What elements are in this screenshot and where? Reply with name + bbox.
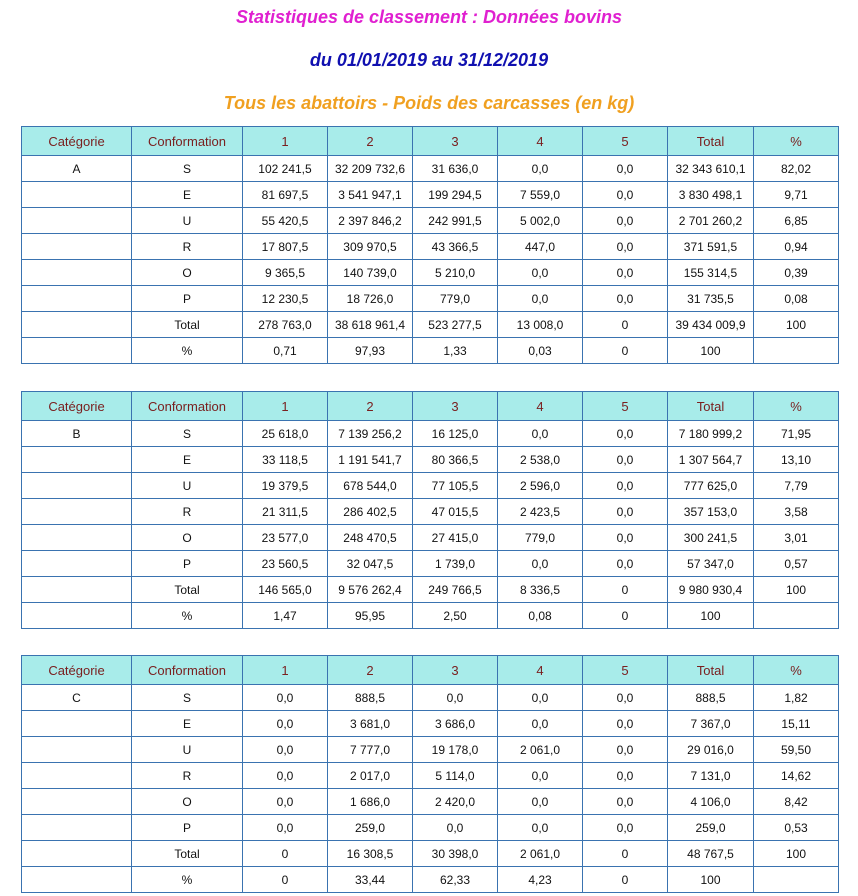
class-2-cell: 1 686,0 (328, 789, 413, 815)
percent-cell: 1,82 (754, 685, 839, 711)
percent-cell: 100 (754, 577, 839, 603)
class-5-cell: 0,0 (583, 234, 668, 260)
table-row (22, 841, 839, 867)
class-1-cell: 0,0 (243, 737, 328, 763)
conformation-cell: O (132, 260, 243, 286)
class-4-cell: 7 559,0 (498, 182, 583, 208)
class-1-cell: 23 577,0 (243, 525, 328, 551)
percent-cell: 9,71 (754, 182, 839, 208)
percent-cell (754, 603, 839, 629)
conformation-cell: % (132, 603, 243, 629)
category-cell (22, 737, 132, 763)
percent-cell: 6,85 (754, 208, 839, 234)
table-row (22, 260, 839, 286)
class-1-cell: 0,0 (243, 685, 328, 711)
class-3-cell: 5 210,0 (413, 260, 498, 286)
class-3-cell: 1 739,0 (413, 551, 498, 577)
category-c-table (21, 655, 839, 893)
total-cell: 57 347,0 (668, 551, 754, 577)
table-row (22, 312, 839, 338)
class-3-cell: 242 991,5 (413, 208, 498, 234)
percent-cell: 100 (754, 312, 839, 338)
class-3-cell: 16 125,0 (413, 421, 498, 447)
total-cell: 357 153,0 (668, 499, 754, 525)
class-3-cell: 77 105,5 (413, 473, 498, 499)
table-row (22, 525, 839, 551)
class-5-cell: 0,0 (583, 763, 668, 789)
conformation-cell: E (132, 711, 243, 737)
class-2-cell: 248 470,5 (328, 525, 413, 551)
category-cell (22, 551, 132, 577)
category-cell (22, 473, 132, 499)
column-header-class-5: 5 (583, 392, 668, 421)
total-cell: 9 980 930,4 (668, 577, 754, 603)
class-4-cell: 0,0 (498, 156, 583, 182)
class-5-cell: 0,0 (583, 737, 668, 763)
class-5-cell: 0 (583, 338, 668, 364)
class-4-cell: 0,0 (498, 763, 583, 789)
class-3-cell: 2,50 (413, 603, 498, 629)
conformation-cell: O (132, 525, 243, 551)
category-cell (22, 815, 132, 841)
category-cell (22, 577, 132, 603)
class-2-cell: 18 726,0 (328, 286, 413, 312)
class-1-cell: 0,0 (243, 789, 328, 815)
class-2-cell: 7 777,0 (328, 737, 413, 763)
table-row (22, 338, 839, 364)
total-cell: 7 367,0 (668, 711, 754, 737)
class-5-cell: 0,0 (583, 551, 668, 577)
conformation-cell: Total (132, 841, 243, 867)
conformation-cell: P (132, 286, 243, 312)
column-header-total: Total (668, 127, 754, 156)
category-cell: A (22, 156, 132, 182)
column-header-class-2: 2 (328, 127, 413, 156)
class-2-cell: 95,95 (328, 603, 413, 629)
class-1-cell: 17 807,5 (243, 234, 328, 260)
class-5-cell: 0,0 (583, 447, 668, 473)
class-4-cell: 0,0 (498, 286, 583, 312)
class-3-cell: 2 420,0 (413, 789, 498, 815)
category-cell (22, 182, 132, 208)
percent-cell: 0,53 (754, 815, 839, 841)
percent-cell: 71,95 (754, 421, 839, 447)
class-3-cell: 43 366,5 (413, 234, 498, 260)
class-2-cell: 140 739,0 (328, 260, 413, 286)
total-cell: 100 (668, 338, 754, 364)
class-5-cell: 0,0 (583, 182, 668, 208)
class-5-cell: 0,0 (583, 473, 668, 499)
class-3-cell: 0,0 (413, 815, 498, 841)
total-cell: 777 625,0 (668, 473, 754, 499)
class-5-cell: 0,0 (583, 711, 668, 737)
class-5-cell: 0 (583, 841, 668, 867)
conformation-cell: % (132, 867, 243, 893)
class-2-cell: 97,93 (328, 338, 413, 364)
column-header-percent: % (754, 392, 839, 421)
column-header-class-3: 3 (413, 392, 498, 421)
table-row (22, 711, 839, 737)
column-header-percent: % (754, 656, 839, 685)
class-4-cell: 0,08 (498, 603, 583, 629)
table-row (22, 603, 839, 629)
conformation-cell: O (132, 789, 243, 815)
column-header-class-1: 1 (243, 656, 328, 685)
column-header-class-4: 4 (498, 392, 583, 421)
category-a-table (21, 126, 839, 364)
category-cell (22, 447, 132, 473)
class-1-cell: 146 565,0 (243, 577, 328, 603)
percent-cell: 82,02 (754, 156, 839, 182)
total-cell: 4 106,0 (668, 789, 754, 815)
class-5-cell: 0 (583, 867, 668, 893)
table-row (22, 577, 839, 603)
class-3-cell: 47 015,5 (413, 499, 498, 525)
total-cell: 100 (668, 867, 754, 893)
table-row (22, 421, 839, 447)
percent-cell: 59,50 (754, 737, 839, 763)
column-header-class-3: 3 (413, 127, 498, 156)
conformation-cell: % (132, 338, 243, 364)
class-3-cell: 5 114,0 (413, 763, 498, 789)
class-1-cell: 23 560,5 (243, 551, 328, 577)
column-header-class-1: 1 (243, 127, 328, 156)
class-4-cell: 0,0 (498, 711, 583, 737)
column-header-class-1: 1 (243, 392, 328, 421)
total-cell: 2 701 260,2 (668, 208, 754, 234)
class-3-cell: 30 398,0 (413, 841, 498, 867)
class-2-cell: 3 541 947,1 (328, 182, 413, 208)
conformation-cell: P (132, 551, 243, 577)
class-3-cell: 19 178,0 (413, 737, 498, 763)
class-4-cell: 0,0 (498, 421, 583, 447)
total-cell: 7 180 999,2 (668, 421, 754, 447)
column-header-percent: % (754, 127, 839, 156)
class-4-cell: 5 002,0 (498, 208, 583, 234)
table-row (22, 182, 839, 208)
class-5-cell: 0 (583, 312, 668, 338)
class-5-cell: 0,0 (583, 260, 668, 286)
percent-cell: 7,79 (754, 473, 839, 499)
conformation-cell: Total (132, 312, 243, 338)
class-1-cell: 278 763,0 (243, 312, 328, 338)
percent-cell: 3,58 (754, 499, 839, 525)
table-row (22, 156, 839, 182)
conformation-cell: S (132, 421, 243, 447)
table-row (22, 815, 839, 841)
table-row (22, 685, 839, 711)
class-4-cell: 0,0 (498, 260, 583, 286)
percent-cell: 0,94 (754, 234, 839, 260)
category-cell (22, 234, 132, 260)
column-header-category: Catégorie (22, 392, 132, 421)
column-header-class-3: 3 (413, 656, 498, 685)
class-1-cell: 0 (243, 841, 328, 867)
total-cell: 7 131,0 (668, 763, 754, 789)
table-row (22, 867, 839, 893)
column-header-category: Catégorie (22, 656, 132, 685)
class-1-cell: 0,0 (243, 711, 328, 737)
class-3-cell: 0,0 (413, 685, 498, 711)
total-cell: 39 434 009,9 (668, 312, 754, 338)
class-4-cell: 779,0 (498, 525, 583, 551)
class-3-cell: 31 636,0 (413, 156, 498, 182)
class-3-cell: 80 366,5 (413, 447, 498, 473)
percent-cell: 14,62 (754, 763, 839, 789)
column-header-conformation: Conformation (132, 392, 243, 421)
conformation-cell: E (132, 182, 243, 208)
class-1-cell: 0,0 (243, 763, 328, 789)
class-4-cell: 0,03 (498, 338, 583, 364)
class-5-cell: 0,0 (583, 286, 668, 312)
class-1-cell: 25 618,0 (243, 421, 328, 447)
category-cell (22, 338, 132, 364)
class-4-cell: 0,0 (498, 815, 583, 841)
table-row (22, 789, 839, 815)
category-cell (22, 312, 132, 338)
class-1-cell: 81 697,5 (243, 182, 328, 208)
category-cell (22, 841, 132, 867)
conformation-cell: U (132, 737, 243, 763)
class-5-cell: 0,0 (583, 815, 668, 841)
report-title: Statistiques de classement : Données bovins (235, 7, 623, 27)
category-b-table (21, 391, 839, 629)
column-header-conformation: Conformation (132, 656, 243, 685)
percent-cell: 3,01 (754, 525, 839, 551)
conformation-cell: E (132, 447, 243, 473)
column-header-class-4: 4 (498, 656, 583, 685)
class-2-cell: 678 544,0 (328, 473, 413, 499)
class-2-cell: 286 402,5 (328, 499, 413, 525)
percent-cell: 8,42 (754, 789, 839, 815)
class-2-cell: 7 139 256,2 (328, 421, 413, 447)
class-1-cell: 9 365,5 (243, 260, 328, 286)
class-2-cell: 38 618 961,4 (328, 312, 413, 338)
class-5-cell: 0 (583, 577, 668, 603)
total-cell: 31 735,5 (668, 286, 754, 312)
class-3-cell: 27 415,0 (413, 525, 498, 551)
category-cell (22, 260, 132, 286)
conformation-cell: R (132, 499, 243, 525)
category-cell (22, 525, 132, 551)
total-cell: 100 (668, 603, 754, 629)
table-row (22, 447, 839, 473)
class-2-cell: 2 017,0 (328, 763, 413, 789)
class-1-cell: 55 420,5 (243, 208, 328, 234)
table-row (22, 763, 839, 789)
column-header-total: Total (668, 656, 754, 685)
conformation-cell: Total (132, 577, 243, 603)
column-header-class-5: 5 (583, 127, 668, 156)
class-3-cell: 249 766,5 (413, 577, 498, 603)
class-5-cell: 0,0 (583, 685, 668, 711)
category-cell: C (22, 685, 132, 711)
total-cell: 300 241,5 (668, 525, 754, 551)
category-cell: B (22, 421, 132, 447)
class-4-cell: 2 061,0 (498, 737, 583, 763)
category-cell (22, 499, 132, 525)
class-5-cell: 0,0 (583, 789, 668, 815)
category-cell (22, 208, 132, 234)
total-cell: 29 016,0 (668, 737, 754, 763)
class-4-cell: 2 538,0 (498, 447, 583, 473)
class-1-cell: 19 379,5 (243, 473, 328, 499)
conformation-cell: R (132, 234, 243, 260)
column-header-class-5: 5 (583, 656, 668, 685)
class-5-cell: 0,0 (583, 525, 668, 551)
class-1-cell: 0,71 (243, 338, 328, 364)
class-4-cell: 0,0 (498, 685, 583, 711)
total-cell: 1 307 564,7 (668, 447, 754, 473)
class-3-cell: 199 294,5 (413, 182, 498, 208)
class-3-cell: 3 686,0 (413, 711, 498, 737)
class-4-cell: 2 596,0 (498, 473, 583, 499)
class-4-cell: 13 008,0 (498, 312, 583, 338)
percent-cell: 0,57 (754, 551, 839, 577)
class-2-cell: 16 308,5 (328, 841, 413, 867)
class-1-cell: 0 (243, 867, 328, 893)
percent-cell (754, 867, 839, 893)
total-cell: 371 591,5 (668, 234, 754, 260)
column-header-class-2: 2 (328, 392, 413, 421)
percent-cell: 0,39 (754, 260, 839, 286)
class-3-cell: 523 277,5 (413, 312, 498, 338)
report-period: du 01/01/2019 au 31/12/2019 (309, 50, 549, 70)
class-1-cell: 102 241,5 (243, 156, 328, 182)
total-cell: 888,5 (668, 685, 754, 711)
class-4-cell: 2 423,5 (498, 499, 583, 525)
class-2-cell: 888,5 (328, 685, 413, 711)
total-cell: 259,0 (668, 815, 754, 841)
class-2-cell: 3 681,0 (328, 711, 413, 737)
class-4-cell: 2 061,0 (498, 841, 583, 867)
class-2-cell: 2 397 846,2 (328, 208, 413, 234)
class-1-cell: 0,0 (243, 815, 328, 841)
class-1-cell: 1,47 (243, 603, 328, 629)
class-4-cell: 0,0 (498, 551, 583, 577)
class-2-cell: 9 576 262,4 (328, 577, 413, 603)
category-cell (22, 286, 132, 312)
category-cell (22, 867, 132, 893)
table-row (22, 737, 839, 763)
class-2-cell: 309 970,5 (328, 234, 413, 260)
class-4-cell: 447,0 (498, 234, 583, 260)
column-header-total: Total (668, 392, 754, 421)
total-cell: 32 343 610,1 (668, 156, 754, 182)
total-cell: 155 314,5 (668, 260, 754, 286)
class-4-cell: 0,0 (498, 789, 583, 815)
conformation-cell: R (132, 763, 243, 789)
table-header-row (22, 392, 839, 421)
class-3-cell: 779,0 (413, 286, 498, 312)
class-1-cell: 33 118,5 (243, 447, 328, 473)
table-header-row (22, 127, 839, 156)
class-5-cell: 0 (583, 603, 668, 629)
conformation-cell: U (132, 473, 243, 499)
class-3-cell: 62,33 (413, 867, 498, 893)
class-2-cell: 32 209 732,6 (328, 156, 413, 182)
conformation-cell: S (132, 156, 243, 182)
conformation-cell: P (132, 815, 243, 841)
class-4-cell: 4,23 (498, 867, 583, 893)
column-header-conformation: Conformation (132, 127, 243, 156)
conformation-cell: S (132, 685, 243, 711)
conformation-cell: U (132, 208, 243, 234)
class-3-cell: 1,33 (413, 338, 498, 364)
class-2-cell: 1 191 541,7 (328, 447, 413, 473)
class-2-cell: 259,0 (328, 815, 413, 841)
class-4-cell: 8 336,5 (498, 577, 583, 603)
table-row (22, 551, 839, 577)
class-5-cell: 0,0 (583, 421, 668, 447)
class-5-cell: 0,0 (583, 499, 668, 525)
class-5-cell: 0,0 (583, 156, 668, 182)
column-header-class-2: 2 (328, 656, 413, 685)
table-row (22, 473, 839, 499)
percent-cell: 15,11 (754, 711, 839, 737)
total-cell: 3 830 498,1 (668, 182, 754, 208)
category-cell (22, 711, 132, 737)
category-cell (22, 603, 132, 629)
table-row (22, 499, 839, 525)
report-subtitle: Tous les abattoirs - Poids des carcasses (en kg) (223, 93, 635, 113)
column-header-category: Catégorie (22, 127, 132, 156)
table-header-row (22, 656, 839, 685)
class-1-cell: 12 230,5 (243, 286, 328, 312)
class-1-cell: 21 311,5 (243, 499, 328, 525)
table-row (22, 234, 839, 260)
percent-cell: 0,08 (754, 286, 839, 312)
total-cell: 48 767,5 (668, 841, 754, 867)
class-5-cell: 0,0 (583, 208, 668, 234)
class-2-cell: 32 047,5 (328, 551, 413, 577)
percent-cell: 13,10 (754, 447, 839, 473)
table-row (22, 286, 839, 312)
column-header-class-4: 4 (498, 127, 583, 156)
table-row (22, 208, 839, 234)
percent-cell: 100 (754, 841, 839, 867)
category-cell (22, 789, 132, 815)
class-2-cell: 33,44 (328, 867, 413, 893)
percent-cell (754, 338, 839, 364)
category-cell (22, 763, 132, 789)
